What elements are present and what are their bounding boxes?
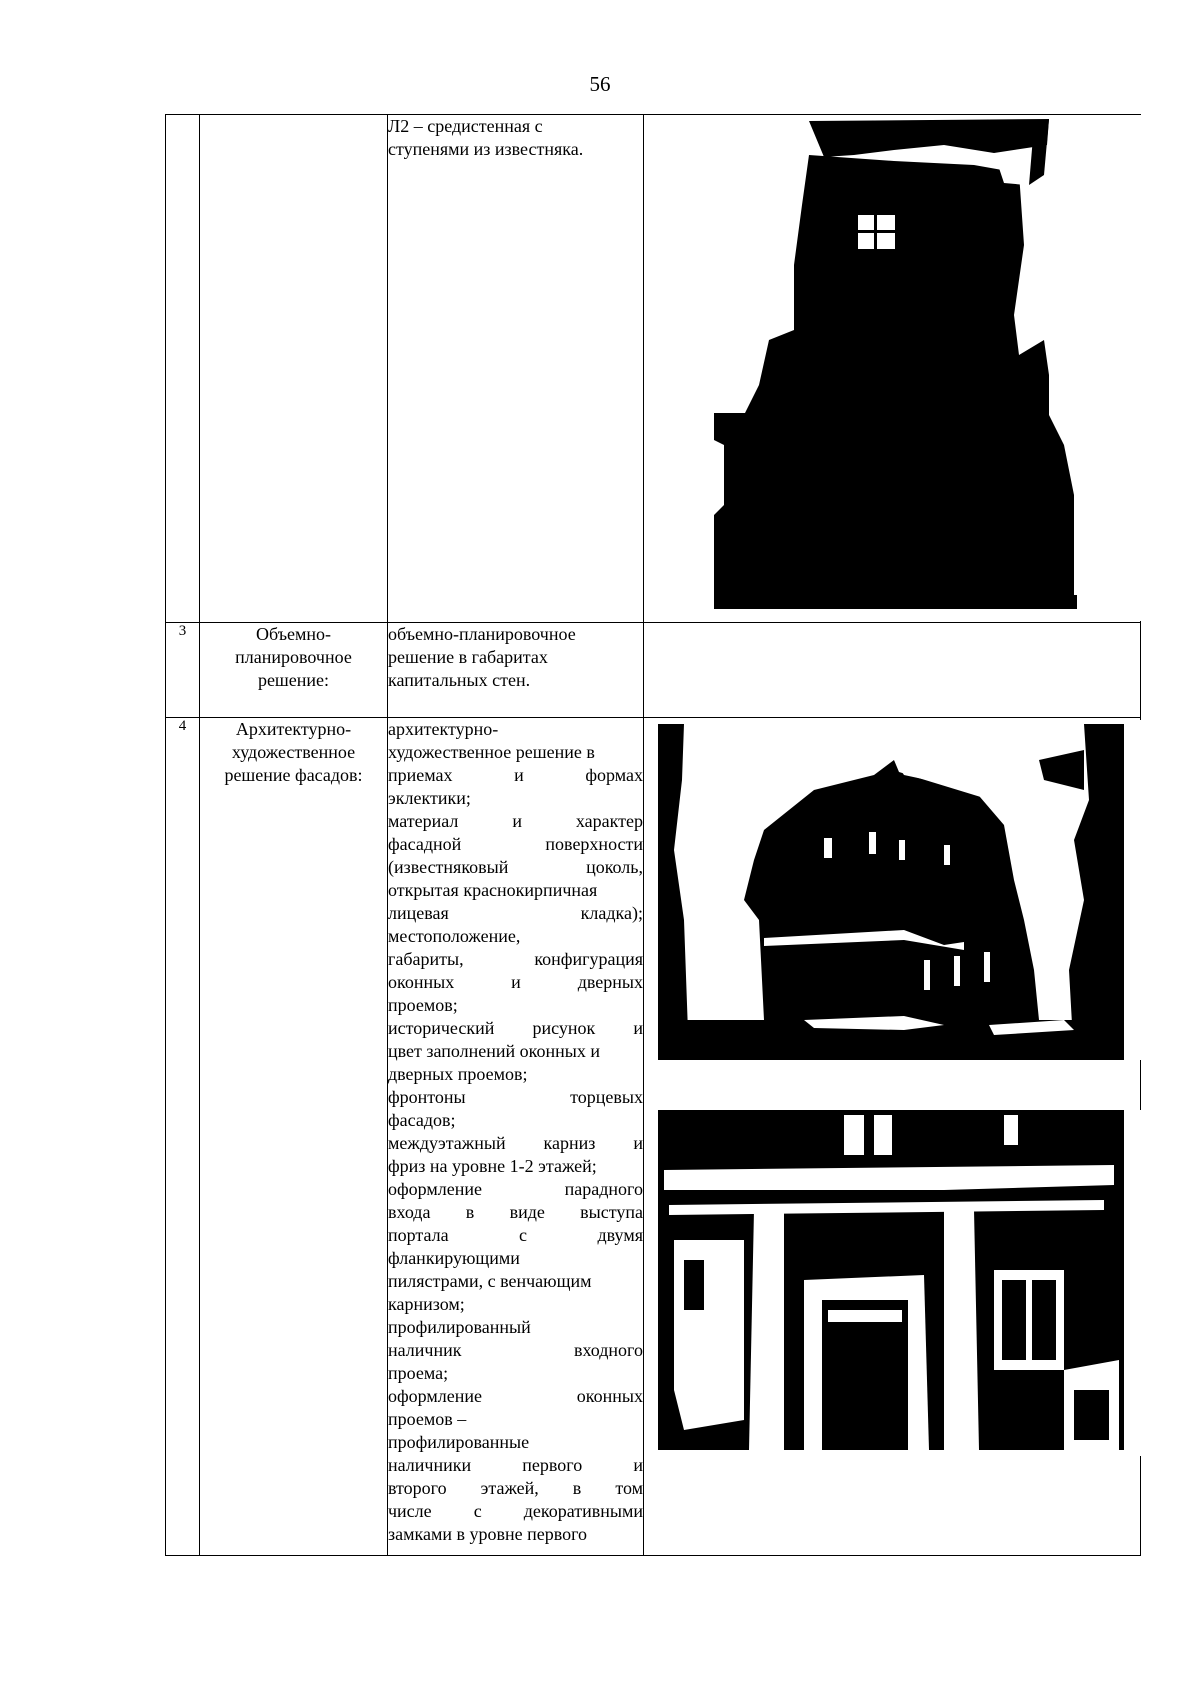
description-line: пилястрами, с венчающим <box>388 1271 592 1291</box>
description-line: художественное решение в <box>388 742 595 762</box>
description-line: проема; <box>388 1363 449 1383</box>
description-line: карнизом; <box>388 1294 465 1314</box>
description-line: приемах и формах <box>388 765 643 785</box>
description-line: местоположение, <box>388 926 521 946</box>
row-description <box>388 115 644 623</box>
description-line: капитальных стен. <box>388 670 531 690</box>
description-line: архитектурно- <box>388 719 499 739</box>
name-line: Объемно- <box>255 624 332 644</box>
description-line: профилированные <box>388 1432 530 1452</box>
name-line: Архитектурно- <box>235 719 352 739</box>
description-line: исторический рисунок и <box>388 1018 643 1038</box>
description-line: фланкирующими <box>388 1248 520 1268</box>
stair-photo <box>644 115 1141 621</box>
description-line: габариты, конфигурация <box>388 949 643 969</box>
page-number: 56 <box>589 72 611 96</box>
description-line: эклектики; <box>388 788 471 808</box>
description-line: фасадов; <box>388 1110 456 1130</box>
heritage-table <box>165 114 1141 1556</box>
description-line: Л2 – средистенная с <box>388 116 543 136</box>
description-line: наличник входного <box>388 1340 643 1360</box>
table-row <box>166 623 1141 718</box>
facade-photo <box>644 720 1141 1060</box>
table-row <box>166 115 1141 623</box>
description-line: профилированный <box>388 1317 531 1337</box>
description-line: проемов; <box>388 995 458 1015</box>
description-line: (известняковый цоколь, <box>388 857 643 877</box>
name-line: решение фасадов: <box>224 765 363 785</box>
description-line: дверных проемов; <box>388 1064 528 1084</box>
name-line: решение: <box>257 670 330 690</box>
description-line: фасадной поверхности <box>388 834 643 854</box>
description-line: фронтоны торцевых <box>388 1087 643 1107</box>
description-line: входа в виде выступа <box>388 1202 643 1222</box>
row-number: 4 <box>166 718 200 1556</box>
row-name <box>200 115 388 623</box>
description-line: замками в уровне первого <box>388 1524 588 1544</box>
description-line: лицевая кладка); <box>388 903 643 923</box>
description-line: числе с декоративными <box>388 1501 643 1521</box>
name-line: планировочное <box>235 647 352 667</box>
description-line: оконных и дверных <box>388 972 643 992</box>
description-line: фриз на уровне 1-2 этажей; <box>388 1156 597 1176</box>
row-description <box>388 718 644 1556</box>
photo-cell-empty <box>644 623 1141 718</box>
table-row <box>166 718 1141 1556</box>
description-line: открытая краснокирпичная <box>388 880 598 900</box>
description-line: проемов – <box>388 1409 467 1429</box>
description-line: материал и характер <box>388 811 643 831</box>
description-line: ступенями из известняка. <box>388 139 584 159</box>
description-line: цвет заполнений оконных и <box>388 1041 600 1061</box>
description-line: оформление парадного <box>388 1179 643 1199</box>
row-description <box>388 623 644 718</box>
description-line: оформление оконных <box>388 1386 643 1406</box>
row-name <box>200 718 388 1556</box>
entrance-photo <box>644 1110 1141 1456</box>
description-line: портала с двумя <box>388 1225 643 1245</box>
description-line: объемно-планировочное <box>388 624 576 644</box>
row-number <box>166 115 200 623</box>
row-name <box>200 623 388 718</box>
description-line: второго этажей, в том <box>388 1478 643 1498</box>
photo-cell <box>644 718 1141 1556</box>
description-line: решение в габаритах <box>388 647 548 667</box>
photo-cell <box>644 115 1141 623</box>
row-number: 3 <box>166 623 200 718</box>
name-line: художественное <box>231 742 356 762</box>
description-line: междуэтажный карниз и <box>388 1133 643 1153</box>
description-line: наличники первого и <box>388 1455 643 1475</box>
